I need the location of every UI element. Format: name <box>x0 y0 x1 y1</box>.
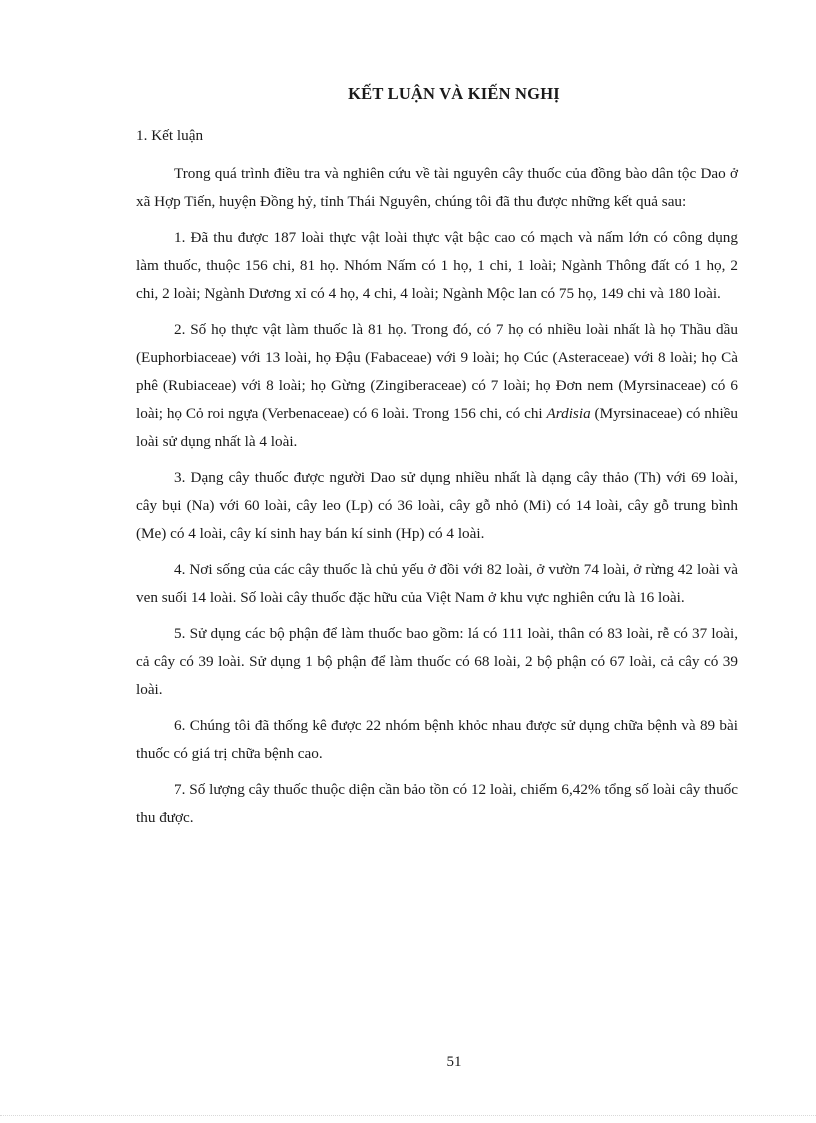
conclusion-item-2 <box>136 316 738 456</box>
item-2-text-start: 2. Số họ thực vật làm thuốc là 81 họ. Trong đó, có 7 họ có nhiều loài nhất là họ Thầu dầu (Euphorbiaceae) với 13 loài, họ Đậu (Fabaceae) với 9 loài; họ Cúc (Asteraceae) với 8 loài; họ Cà phê (Rubiaceae) với 8 loài; họ Gừng (Zingiberaceae) có 7 loài; họ Đơn nem (Myrsinaceae) có 6 loài; họ Cỏ roi ngựa (Verbenaceae) có 6 loài. Trong 156 chi, có chi <box>136 321 738 422</box>
conclusion-item-1: 1. Đã thu được 187 loài thực vật loài thực vật bậc cao có mạch và nấm lớn có công dụng làm thuốc, thuộc 156 chi, 81 họ. Nhóm Nấm có 1 họ, 1 chi, 1 loài; Ngành Thông đất có 1 họ, 2 chi, 2 loài; Ngành Dương xỉ có 4 họ, 4 chi, 4 loài; Ngành Mộc lan có 75 họ, 149 chi và 180 loài. <box>136 229 738 302</box>
page-number: 51 <box>446 1054 462 1070</box>
item-2-genus-name: Ardisia <box>546 405 591 422</box>
conclusion-item-3: 3. Dạng cây thuốc được người Dao sử dụng nhiều nhất là dạng cây thảo (Th) với 69 loài, cây bụi (Na) với 60 loài, cây leo (Lp) có 36 loài, cây gỗ nhỏ (Mi) có 14 loài, cây gỗ trung bình (Me) có 4 loài, cây kí sinh hay bán kí sinh (Hp) có 4 loài. <box>136 469 738 542</box>
item-2-text-end: (Myrsinaceae) có nhiều loài sử dụng nhất là 4 loài. <box>136 405 738 450</box>
page-bottom-divider <box>0 1115 816 1116</box>
section-heading: 1. Kết luận <box>136 127 204 144</box>
page-title: KẾT LUẬN VÀ KIẾN NGHỊ <box>348 84 560 103</box>
conclusion-item-4: 4. Nơi sống của các cây thuốc là chủ yếu ở đồi với 82 loài, ở vườn 74 loài, ở rừng 42 loài và ven suối 14 loài. Số loài cây thuốc đặc hữu của Việt Nam ở khu vực nghiên cứu là 16 loài. <box>136 561 738 606</box>
document-body <box>136 122 738 840</box>
intro-paragraph: Trong quá trình điều tra và nghiên cứu về tài nguyên cây thuốc của đồng bào dân tộc Dao ở xã Hợp Tiến, huyện Đồng hỷ, tỉnh Thái Nguyên, chúng tôi đã thu được những kết quả sau: <box>136 165 738 210</box>
conclusion-item-6: 6. Chúng tôi đã thống kê được 22 nhóm bệnh khỏc nhau được sử dụng chữa bệnh và 89 bài thuốc có giá trị chữa bệnh cao. <box>136 717 738 762</box>
conclusion-item-7: 7. Số lượng cây thuốc thuộc diện cần bảo tồn có 12 loài, chiếm 6,42% tổng số loài cây thuốc thu được. <box>136 781 738 826</box>
conclusion-item-5: 5. Sử dụng các bộ phận để làm thuốc bao gồm: lá có 111 loài, thân có 83 loài, rễ có 37 loài, cả cây có 39 loài. Sử dụng 1 bộ phận để làm thuốc có 68 loài, 2 bộ phận có 67 loài, cả cây có 39 loài. <box>136 625 738 698</box>
